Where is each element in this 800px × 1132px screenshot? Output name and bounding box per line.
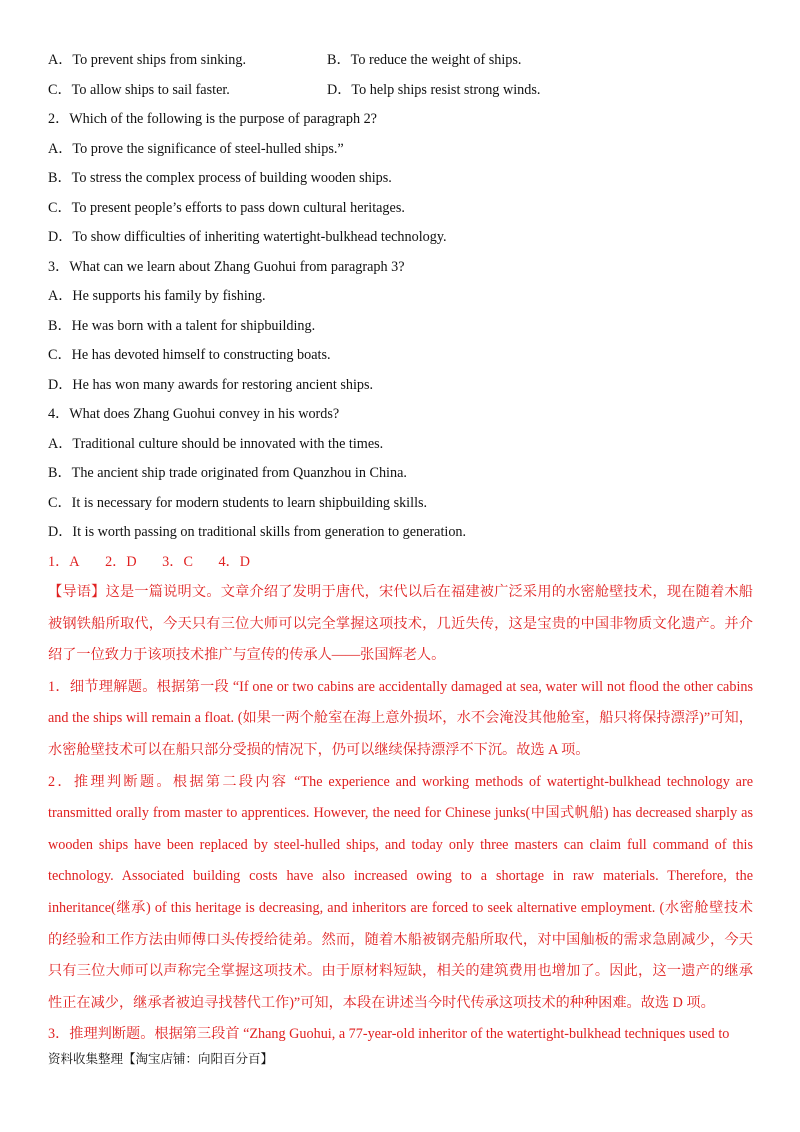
q3-option-a: A．He supports his family by fishing. — [48, 288, 266, 304]
intro-tag: 【导语】 — [48, 584, 106, 600]
explanation-1: 1．细节理解题。根据第一段 “If one or two cabins are accidentally damaged at sea, water will not flood the other cabins and the ships will remain a float. (如果一两个舱室在海上意外损坏，水不会淹没其他舱室，船只将保持漂浮)”可知，水密舱壁技术可以在船只部分受损的情况下，仍可以继续保持漂浮不下沉。故选 A 项。 — [48, 678, 753, 758]
answer-2: 2．D — [105, 553, 137, 570]
explanation-3: 3．推理判断题。根据第三段首 “Zhang Guohui, a 77-year-old inheritor of the watertight-bulkhead techniques used to — [48, 1026, 730, 1043]
answer-1: 1．A — [48, 553, 80, 570]
document-page — [48, 46, 753, 1051]
q1-option-b: B．To reduce the weight of ships. — [327, 52, 522, 68]
q4-option-c: C．It is necessary for modern students to learn shipbuilding skills. — [48, 494, 428, 511]
q3-option-c: C．He has devoted himself to constructing boats. — [48, 347, 331, 363]
answer-4: 4．D — [218, 553, 250, 570]
q1-options-row-2 — [48, 76, 753, 106]
q1-options-row-1 — [48, 46, 753, 76]
explanation-2: 2．推理判断题。根据第二段内容 “The experience and working methods of watertight-bulkhead technology are transmitted orally from master to apprentices. However, the need for Chinese junks(中国式帆船) has decreased sharply as wooden ships have been replaced by steel-hulled ships, and today only three masters can claim full command of this technology. Associated building costs have also increased owing to a shortage in raw materials. Therefore, the inheritance(继承) of this heritage is decreasing, and inheritors are forced to seek alternative employment. (水密舱壁技术的经验和工作方法由师傅口头传授给徒弟。然而，随着木船被钢壳船所取代，对中国舢板的需求急剧减少，今天只有三位大师可以声称完全掌握这项技术。由于原材料短缺，相关的建筑费用也增加了。因此，这一遗产的继承性正在减少，继承者被迫寻找替代工作)”可知，本段在讲述当今时代传承这项技术的种种困难。故选 D 项。 — [48, 773, 753, 1011]
q2-option-a: A．To prove the significance of steel-hulled ships.” — [48, 140, 344, 157]
q3-option-d: D．He has won many awards for restoring ancient ships. — [48, 376, 374, 393]
q2-option-b: B．To stress the complex process of building wooden ships. — [48, 170, 392, 186]
q3-option-b: B．He was born with a talent for shipbuilding. — [48, 317, 316, 334]
q3-stem: 3．What can we learn about Zhang Guohui from paragraph 3? — [48, 258, 405, 275]
answer-key — [48, 548, 753, 578]
answer-3: 3．C — [162, 553, 193, 570]
q4-option-d: D．It is worth passing on traditional skills from generation to generation. — [48, 524, 467, 540]
q4-option-b: B．The ancient ship trade originated from Quanzhou in China. — [48, 465, 407, 481]
q1-option-d: D．To help ships resist strong winds. — [327, 81, 541, 98]
q4-option-a: A．Traditional culture should be innovated with the times. — [48, 435, 384, 452]
q2-stem: 2．Which of the following is the purpose of paragraph 2? — [48, 111, 377, 127]
intro-text: 这是一篇说明文。文章介绍了发明于唐代，宋代以后在福建被广泛采用的水密舱壁技术，现在随着木船被钢铁船所取代，今天只有三位大师可以完全掌握这项技术，几近失传，这是宝贵的中国非物质文化遗产。并介绍了一位致力于该项技术推广与宣传的传承人——张国辉老人。 — [48, 584, 753, 664]
q4-stem: 4．What does Zhang Guohui convey in his words? — [48, 406, 340, 422]
intro-paragraph — [48, 577, 753, 672]
footer-note: 资料收集整理【淘宝店铺：向阳百分百】 — [48, 1051, 274, 1066]
q1-option-a: A．To prevent ships from sinking. — [48, 52, 247, 68]
q2-option-d: D．To show difficulties of inheriting watertight-bulkhead technology. — [48, 229, 447, 245]
q1-option-c: C．To allow ships to sail faster. — [48, 81, 230, 98]
q2-option-c: C．To present people’s efforts to pass down cultural heritages. — [48, 199, 405, 216]
